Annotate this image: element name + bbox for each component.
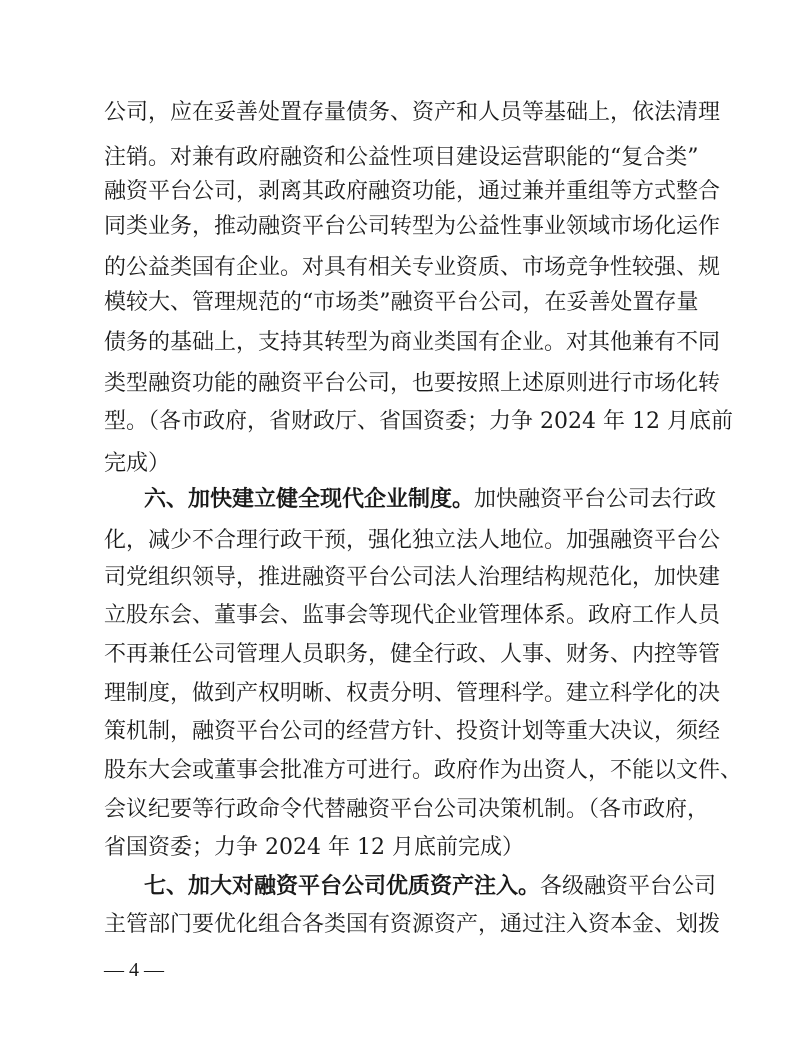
section-7-heading: 七、加大对融资平台公司优质资产注入。: [144, 874, 541, 899]
section-6-first-line: [144, 487, 717, 513]
text-line: 型。（各市政府，省财政厅、省国资委；力争 2024 年 12 月底前: [104, 409, 733, 434]
text-line: 债务的基础上，支持其转型为商业类国有企业。对其他兼有不同: [104, 330, 721, 355]
text-line: 融资平台公司，剥离其政府融资功能，通过兼并重组等方式整合: [104, 179, 721, 204]
text-line: 不再兼任公司管理人员职务，健全行政、人事、财务、内控等管: [104, 642, 721, 667]
text-line: 同类业务，推动融资平台公司转型为公益性事业领域市场化运作: [104, 214, 721, 239]
text-line: 司党组织领导，推进融资平台公司法人治理结构规范化，加快建: [104, 565, 721, 590]
text-line: 类型融资功能的融资平台公司，也要按照上述原则进行市场化转: [104, 371, 721, 396]
text-line: 公司，应在妥善处置存量债务、资产和人员等基础上，依法清理: [104, 100, 721, 125]
section-6-heading: 六、加快建立健全现代企业制度。: [144, 487, 475, 512]
text-line: 完成）: [104, 451, 171, 476]
text-line: 化，减少不合理行政干预，强化独立法人地位。加强融资平台公: [104, 528, 721, 553]
text-line: 理制度，做到产权明晰、权责分明、管理科学。建立科学化的决: [104, 681, 721, 706]
page-number: — 4 —: [104, 959, 164, 981]
section-7-first-line: [144, 874, 717, 900]
text-line: 省国资委；力争 2024 年 12 月底前完成）: [104, 835, 524, 860]
text-line: 主管部门要优化组合各类国有资源资产，通过注入资本金、划拨: [104, 912, 721, 937]
text-line: 股东大会或董事会批准方可进行。政府作为出资人，不能以文件、: [104, 758, 743, 783]
text-line: 策机制，融资平台公司的经营方针、投资计划等重大决议，须经: [104, 719, 721, 744]
text-line: 模较大、管理规范的“市场类”融资平台公司，在妥善处置存量: [104, 290, 699, 315]
text-line: 注销。对兼有政府融资和公益性项目建设运营职能的“复合类”: [104, 145, 699, 170]
section-7-first-line-text: 各级融资平台公司: [540, 874, 717, 899]
text-line: 会议纪要等行政命令代替融资平台公司决策机制。（各市政府，: [104, 797, 710, 822]
section-6-first-line-text: 加快融资平台公司去行政: [474, 487, 717, 512]
text-line: 的公益类国有企业。对具有相关专业资质、市场竞争性较强、规: [104, 255, 721, 280]
text-line: 立股东会、董事会、监事会等现代企业管理体系。政府工作人员: [104, 603, 721, 628]
